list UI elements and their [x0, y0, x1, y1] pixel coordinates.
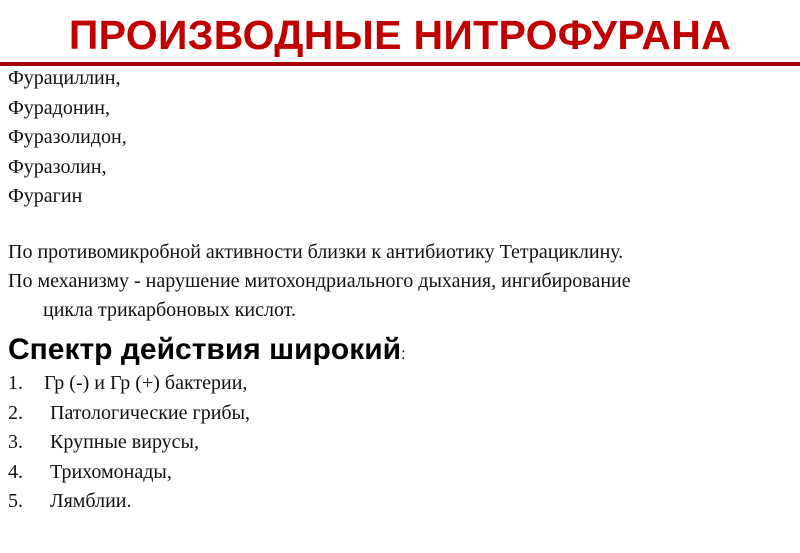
drug-item: Фуразолин, [8, 155, 107, 178]
slide-title: ПРОИЗВОДНЫЕ НИТРОФУРАНА [68, 12, 732, 58]
list-number: 4. [8, 460, 23, 483]
list-number: 3. [8, 431, 23, 453]
spectrum-heading-text: Спектр действия широкий [8, 333, 402, 366]
list-number: 1. [8, 372, 23, 394]
drug-item: Фурадонин, [8, 96, 110, 119]
drug-item: Фурациллин, [8, 67, 121, 89]
list-text: Гр (-) и Гр (+) бактерии, [44, 372, 248, 394]
list-number: 2. [8, 401, 23, 424]
list-text: Крупные вирусы, [50, 431, 199, 453]
list-text: Патологические грибы, [50, 401, 251, 424]
list-number: 5. [8, 490, 23, 512]
spectrum-heading-colon: : [401, 346, 406, 363]
activity-paragraph: По противомикробной активности близки к антибиотику Тетрациклину. [8, 241, 624, 263]
list-text: Трихомонады, [50, 460, 172, 483]
spectrum-list-item [8, 369, 250, 399]
spectrum-list-item [8, 487, 250, 517]
drug-list [8, 64, 127, 212]
spectrum-list-item [8, 458, 250, 488]
spectrum-list-item [8, 399, 250, 429]
mechanism-paragraph-line1: По механизму - нарушение митохондриального дыхания, ингибирование [8, 270, 631, 292]
drug-item: Фурагин [8, 185, 83, 207]
drug-item: Фуразолидон, [8, 126, 127, 148]
spectrum-list-item [8, 428, 250, 458]
spectrum-list [8, 369, 250, 517]
mechanism-paragraph-line2: цикла трикарбоновых кислот. [43, 299, 296, 321]
list-text: Лямблии. [50, 490, 132, 512]
